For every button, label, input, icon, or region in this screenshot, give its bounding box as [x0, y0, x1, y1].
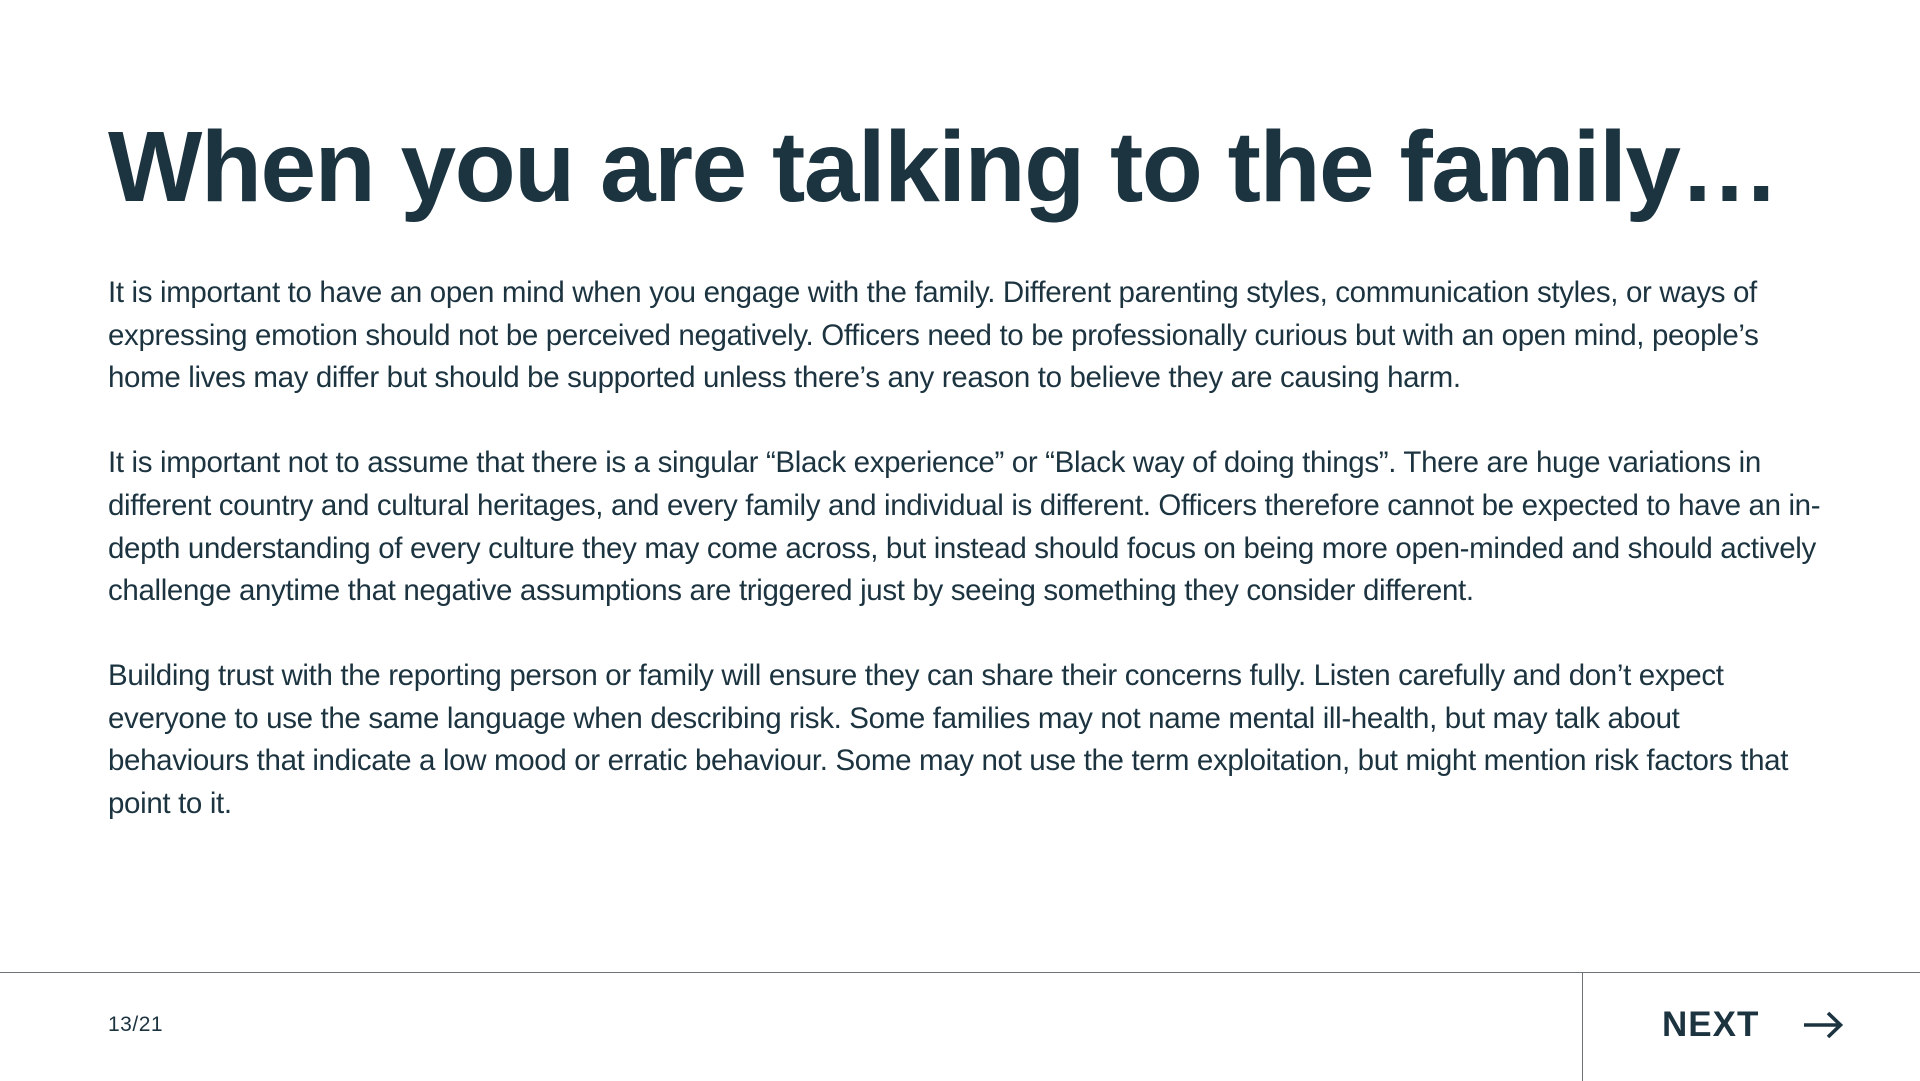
page-title: When you are talking to the family… — [108, 111, 1778, 223]
paragraph-building-trust: Building trust with the reporting person or family will ensure they can share their concerns fully. Listen carefully and don’t expect everyone to use the same language when describing risk. Some families may not name mental ill-health, but may talk about behaviours that indicate a low mood or erratic behaviour. Some may not use the term exploitation, but might mention risk factors that point to it. — [108, 658, 1789, 821]
arrow-right-icon — [1802, 1010, 1844, 1040]
paragraph-open-mind: It is important to have an open mind when you engage with the family. Different parenting styles, communication styles, or ways of expressing emotion should not be perceived negatively. Officers need to be professionally curious but with an open mind, people’s home lives may differ but should be supported unless there’s any reason to believe they are causing harm. — [108, 276, 1759, 395]
paragraph-black-experience: It is important not to assume that there is a singular “Black experience” or “Black way of doing things”. There are huge variations in different country and cultural heritages, and every family and individual is different. Officers therefore cannot be expected to have an in-depth understanding of every culture they may come across, but instead should focus on being more open-minded and should actively challenge anytime that negative assumptions are triggered just by seeing something they consider different. — [108, 446, 1821, 608]
next-label: NEXT — [1662, 1005, 1760, 1044]
main-content — [108, 108, 1828, 868]
body-text — [108, 272, 1828, 826]
footer-bar — [0, 972, 1920, 1080]
next-button[interactable] — [1582, 972, 1920, 1081]
page-indicator: 13/21 — [108, 1013, 164, 1036]
